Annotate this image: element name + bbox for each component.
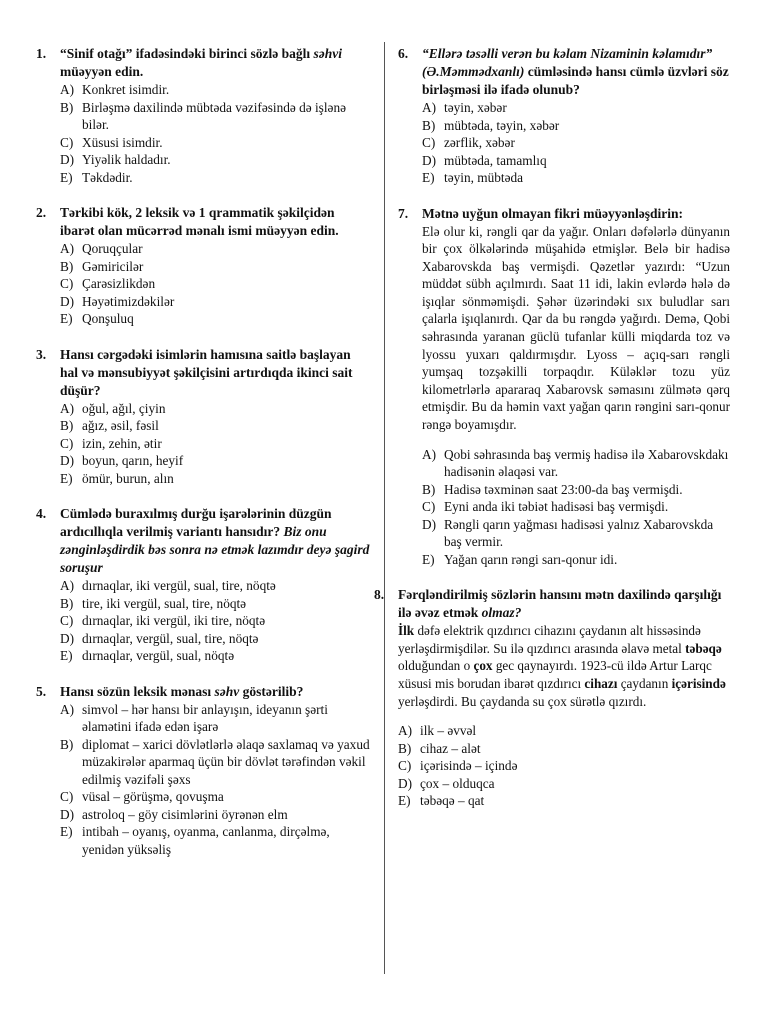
option-text: dırnaqlar, iki vergül, sual, tire, nöqtə (82, 578, 276, 593)
option-letter: D) (60, 453, 75, 468)
question-number: 5. (36, 683, 47, 699)
stem-text: göstərilib? (239, 683, 304, 699)
answer-option[interactable] (60, 151, 370, 169)
highlighted-word: içərisində (671, 675, 726, 691)
question-1 (36, 45, 370, 186)
highlighted-word: çox (473, 658, 493, 674)
option-letter: A) (60, 400, 75, 416)
answer-option[interactable] (398, 775, 730, 793)
answer-options (60, 577, 370, 665)
option-text: tire, iki vergül, sual, tire, nöqtə (82, 595, 247, 611)
highlighted-word: cihazı (584, 675, 618, 691)
option-letter: A) (422, 446, 437, 462)
answer-option[interactable] (60, 81, 370, 99)
question-number: 6. (398, 46, 409, 61)
option-text: ömür, burun, alın (82, 470, 174, 486)
question-8 (374, 586, 730, 809)
question-number: 8. (374, 587, 385, 603)
answer-option[interactable] (60, 400, 370, 418)
answer-option[interactable] (422, 152, 730, 170)
option-text: Gəmiricilər (82, 258, 144, 274)
left-column (36, 45, 370, 858)
option-letter: E) (422, 170, 435, 185)
stem-text: Tərkibi kök, 2 leksik və 1 qrammatik şəkilçidən ibarət olan mücərrəd mənalı ismi müəyyən edin. (60, 205, 339, 238)
option-text: Qonşuluq (82, 311, 134, 326)
option-letter: E) (422, 551, 435, 567)
question-2 (36, 204, 370, 328)
question-6 (398, 45, 730, 187)
option-letter: E) (60, 824, 73, 839)
option-text: içərisində – içində (420, 758, 518, 774)
option-text: simvol – hər hansı bir anlayışın, ideyanın şərti əlamətini ifadə edən işarə (82, 701, 328, 734)
answer-option[interactable] (60, 435, 370, 453)
answer-option[interactable] (422, 446, 730, 481)
option-letter: C) (60, 613, 74, 628)
answer-option[interactable] (60, 417, 370, 435)
option-letter: C) (60, 134, 74, 150)
option-text: astroloq – göy cisimlərini öyrənən elm (82, 806, 288, 822)
answer-option[interactable] (422, 481, 730, 499)
passage-text: dəfə elektrik qızdırıcı cihazını çaydanın alt hissəsində yerləşdirmişdilər. Su ilə qızdırıcı arasında əlavə metal (398, 623, 701, 656)
question-number: 2. (36, 205, 47, 220)
question-stem: Mətnə uyğun olmayan fikri müəyyənləşdirin: (422, 205, 684, 221)
option-text: Təkdədir. (82, 169, 133, 185)
option-letter: A) (422, 100, 437, 115)
option-text: oğul, ağıl, çiyin (82, 400, 166, 416)
answer-option[interactable] (398, 792, 730, 810)
question-number: 3. (36, 346, 47, 362)
option-text: intibah – oyanış, oyanma, canlanma, dirçəlmə, yenidən yüksəliş (82, 824, 330, 857)
answer-option[interactable] (398, 722, 730, 740)
answer-options (398, 722, 730, 810)
option-text: Çarəsizlikdən (82, 276, 156, 291)
answer-option[interactable] (422, 117, 730, 135)
option-letter: E) (60, 470, 73, 486)
option-letter: B) (60, 736, 74, 752)
option-letter: C) (422, 499, 436, 515)
answer-options (60, 400, 370, 488)
answer-option[interactable] (60, 470, 370, 488)
option-text: izin, zehin, ətir (82, 435, 162, 451)
option-text: Qobi səhrasında baş vermiş hadisə ilə Xabarovskdakı hadisənin əlaqəsi var. (444, 446, 729, 480)
answer-option[interactable] (422, 134, 730, 152)
stem-text: müəyyən edin. (60, 64, 144, 79)
stem-text: Hansı cərgədəki isimlərin hamısına saitlə başlayan hal və mənsubiyyət şəkilçisini artırdıqda ikinci sait düşür? (60, 346, 353, 398)
stem-text: Hansı sözün leksik mənası (60, 683, 215, 699)
option-letter: E) (60, 169, 73, 185)
question-7 (398, 205, 730, 569)
question-number: 4. (36, 506, 47, 521)
answer-option[interactable] (60, 595, 370, 613)
stem-sentence: Biz onu zənginləşdirdik bəs sonra nə etmək lazımdır deyə şagird soruşur (60, 524, 370, 575)
option-letter: D) (398, 775, 413, 791)
option-letter: C) (398, 758, 412, 774)
option-text: Yiyəlik haldadır. (82, 152, 171, 167)
answer-option[interactable] (60, 99, 370, 134)
answer-option[interactable] (60, 823, 370, 858)
option-text: təyin, mübtəda (444, 170, 524, 185)
option-letter: C) (422, 135, 436, 150)
column-divider (384, 42, 385, 974)
question-4 (36, 505, 370, 665)
option-letter: E) (398, 793, 411, 809)
question-stem (60, 505, 370, 577)
option-text: Yağan qarın rəngi sarı-qonur idi. (444, 551, 618, 567)
option-letter: B) (60, 258, 74, 274)
answer-option[interactable] (60, 293, 370, 311)
reading-passage: Elə olur ki, rəngli qar da yağır. Onları dəfələrlə dünyanın bir çox ölkələrində müşahidə etmişlər. Belə bir hadisə Xabarovskda baş vermişdi. Qəzetlər yazırdı: “Uzun müddət sübh açılmırdı. Saat 11 idi, lakin evlərdə hələ də işıqlar sönməmişdi. Şəhər üzərindəki sıx buludlar sarı çalarla işıqlanırdı. Qar da bu rəngdə yağırdı. Demə, Qobi səhrasında yaranan güclü tufanlar külli miqdarda toz və lyossu yuxarı qaldırmışdır. Lyoss – açıq-sarı rəngli yumşaq tozşəkilli torpaqdır. Küləklər tozu yüz kilometrlərlə apararaq Xabarovsk səmasını zülmətə qərq etmişdir. Bu da həmin vaxt yağan qarın rəngini sarı-qonur rəngə boyamışdır. (422, 223, 730, 433)
option-text: dırnaqlar, vergül, sual, tire, nöqtə (82, 630, 259, 646)
option-letter: A) (60, 578, 75, 593)
option-text: təyin, xəbər (444, 100, 507, 115)
option-text: diplomat – xarici dövlətlərlə əlaqə saxlamaq və yaxud müzakirələr aparmaq üçün bir dövlət tərəfindən vəkil edilmiş vəzifəli şəxs (82, 736, 370, 787)
option-text: Eyni anda iki təbiət hadisəsi baş vermişdi. (444, 499, 669, 515)
answer-options (60, 701, 370, 859)
answer-option[interactable] (60, 310, 370, 328)
answer-option[interactable] (60, 240, 370, 258)
answer-option[interactable] (60, 134, 370, 152)
option-text: zərflik, xəbər (444, 135, 515, 150)
stem-quote: “Ellərə təsəlli verən bu kəlam Nizaminin kəlamıdır” (Ə.Məmmədxanlı) (422, 46, 713, 79)
passage-text: gec qaynayırdı. 1923-cü ildə Artur Larqc xüsusi mis borudan ibarət qızdırıcı (398, 658, 712, 691)
stem-text: Cümlədə buraxılmış durğu işarələrinin düzgün ardıcıllıqla verilmiş variantı hansıdır? (60, 506, 332, 539)
question-stem (60, 45, 370, 81)
option-letter: C) (60, 789, 74, 804)
answer-options (422, 99, 730, 187)
answer-options (422, 446, 730, 569)
option-letter: D) (422, 516, 437, 532)
answer-options (60, 81, 370, 186)
stem-emphasis: səhv (214, 683, 240, 699)
question-stem (60, 683, 370, 701)
passage-text: çaydanın (617, 675, 672, 691)
question-5 (36, 683, 370, 859)
option-text: Hadisə təxminən saat 23:00-da baş vermişdi. (444, 481, 683, 497)
question-number: 1. (36, 46, 47, 61)
passage-text: olduğundan o (398, 658, 474, 674)
option-text: dırnaqlar, vergül, sual, nöqtə (82, 648, 235, 663)
option-text: mübtəda, tamamlıq (444, 152, 547, 168)
answer-option[interactable] (60, 275, 370, 293)
option-text: ağız, əsil, fəsil (82, 418, 159, 433)
question-number: 7. (398, 205, 409, 221)
stem-text: Fərqləndirilmiş sözlərin hansını mətn daxilində qarşılığı ilə əvəz etmək (398, 587, 722, 621)
option-text: dırnaqlar, iki vergül, iki tire, nöqtə (82, 613, 266, 628)
answer-option[interactable] (60, 577, 370, 595)
option-letter: C) (60, 435, 74, 451)
option-text: Rəngli qarın yağması hadisəsi yalnız Xabarovskda baş vermir. (444, 516, 714, 550)
option-letter: D) (60, 806, 75, 822)
answer-option[interactable] (422, 99, 730, 117)
answer-option[interactable] (60, 647, 370, 665)
answer-option[interactable] (60, 736, 370, 789)
option-letter: C) (60, 276, 74, 291)
answer-option[interactable] (422, 551, 730, 569)
answer-option[interactable] (60, 169, 370, 187)
option-letter: D) (60, 293, 75, 309)
answer-option[interactable] (398, 740, 730, 758)
option-text: Konkret isimdir. (82, 82, 170, 97)
option-letter: B) (60, 99, 74, 115)
answer-option[interactable] (422, 498, 730, 516)
option-text: Xüsusi isimdir. (82, 134, 163, 150)
option-text: boyun, qarın, heyif (82, 453, 184, 468)
answer-option[interactable] (60, 806, 370, 824)
stem-emphasis: olmaz? (481, 605, 522, 621)
option-letter: B) (398, 740, 412, 756)
stem-text: cümləsində hansı cümlə üzvləri söz birləşməsi ilə ifadə olunub? (422, 64, 729, 97)
question-stem (422, 45, 730, 99)
option-letter: B) (422, 117, 436, 133)
option-letter: A) (60, 241, 75, 256)
option-letter: A) (398, 723, 413, 739)
answer-option[interactable] (60, 258, 370, 276)
option-text: mübtəda, təyin, xəbər (444, 117, 560, 133)
stem-text: “Sinif otağı” ifadəsindəki birinci sözlə bağlı (60, 46, 314, 61)
option-letter: E) (60, 648, 73, 663)
option-letter: B) (60, 418, 74, 433)
option-text: Həyətimizdəkilər (82, 293, 175, 309)
question-stem (398, 586, 730, 622)
option-letter: E) (60, 311, 73, 326)
right-column (374, 45, 730, 810)
answer-options (60, 240, 370, 328)
question-stem (60, 204, 370, 240)
option-letter: B) (422, 481, 436, 497)
question-3 (36, 346, 370, 488)
option-letter: D) (422, 152, 437, 168)
answer-option[interactable] (60, 612, 370, 630)
option-text: vüsal – görüşmə, qovuşma (82, 789, 224, 804)
answer-option[interactable] (60, 788, 370, 806)
option-text: cihaz – alət (420, 740, 481, 756)
option-text: Birləşmə daxilində mübtəda vəzifəsində də işlənə bilər. (82, 99, 347, 132)
highlighted-word: İlk (398, 623, 415, 639)
answer-option[interactable] (60, 630, 370, 648)
reading-passage (398, 622, 730, 710)
option-text: ilk – əvvəl (420, 723, 477, 739)
answer-option[interactable] (60, 452, 370, 470)
option-letter: B) (60, 595, 74, 611)
option-letter: A) (60, 82, 75, 97)
option-letter: A) (60, 701, 75, 717)
answer-option[interactable] (60, 701, 370, 736)
option-letter: D) (60, 630, 75, 646)
answer-option[interactable] (422, 169, 730, 187)
option-letter: D) (60, 152, 75, 167)
answer-option[interactable] (398, 757, 730, 775)
stem-emphasis: səhvi (313, 46, 343, 61)
option-text: Qoruqçular (82, 241, 143, 256)
highlighted-word: təbəqə (685, 640, 722, 656)
answer-option[interactable] (422, 516, 730, 551)
option-text: təbəqə – qat (420, 793, 485, 809)
question-stem (60, 346, 370, 400)
passage-text: yerləşdirdi. Bu çaydanda su çox sürətlə qızırdı. (398, 693, 647, 709)
option-text: çox – olduqca (420, 775, 495, 791)
